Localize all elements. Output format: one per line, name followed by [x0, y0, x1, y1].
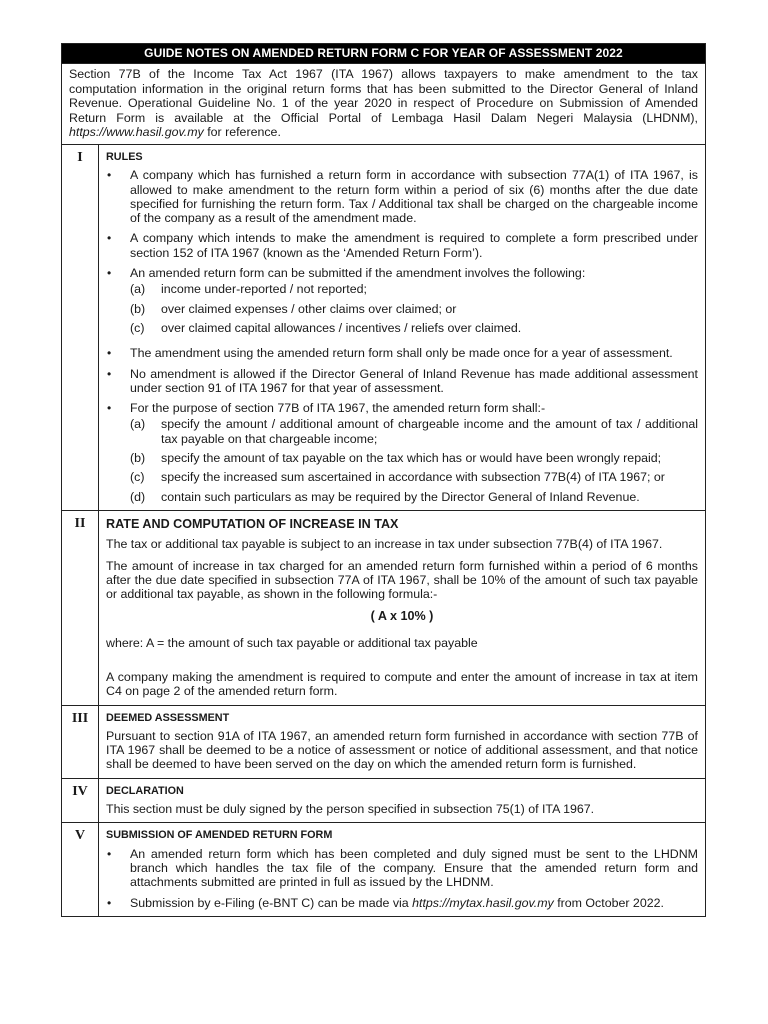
sub-label: (c): [130, 470, 145, 485]
bullet-icon: •: [107, 366, 112, 381]
section-heading: DEEMED ASSESSMENT: [106, 711, 230, 724]
sub-label: (d): [130, 489, 146, 504]
list-item: [106, 367, 698, 396]
sub-list: [130, 282, 698, 335]
formula: ( A x 10% ): [370, 609, 434, 624]
paragraph: This section must be duly signed by the person specified in subsection 75(1) of ITA 1967.: [106, 802, 595, 817]
section-numeral: III: [62, 706, 99, 778]
bullet-text: A company which intends to make the amendment is required to complete a form prescribed under section 152 of ITA 1967 (known as the ‘Amended Return Form’).: [130, 231, 698, 260]
paragraph: A company making the amendment is required to compute and enter the amount of increase in tax at item C4 on page 2 of the amended return form.: [106, 669, 698, 699]
mytax-link[interactable]: https://mytax.hasil.gov.my: [412, 895, 554, 910]
bullet-icon: •: [107, 231, 112, 246]
bullet-text: The amendment using the amended return form shall only be made once for a year of assessment.: [130, 346, 673, 361]
bullet-icon: •: [107, 346, 112, 361]
list-item: [106, 346, 698, 360]
bullet-content: [130, 401, 698, 504]
sub-text: specify the amount of tax payable on the tax which has or would have been wrongly repaid;: [161, 451, 662, 466]
sub-item: [130, 451, 698, 465]
sub-text: specify the amount / additional amount of chargeable income and the amount of tax / additional tax payable on that chargeable income;: [161, 417, 698, 446]
guide-notes-document: [61, 43, 706, 917]
section-body: [99, 145, 705, 510]
sub-label: (c): [130, 320, 145, 335]
section-body: [99, 823, 705, 915]
lhdnm-portal-link[interactable]: https://www.hasil.gov.my: [69, 125, 204, 140]
sub-label: (a): [130, 282, 146, 297]
section-submission: [62, 823, 705, 915]
intro-line: [69, 125, 698, 140]
intro-line: computation information in the original return forms that has been submitted to the Director General of Inland: [69, 81, 698, 96]
sub-item: [130, 490, 698, 504]
section-declaration: [62, 779, 705, 824]
section-numeral: I: [62, 145, 99, 510]
bullet-text: No amendment is allowed if the Director General of Inland Revenue has made additional assessment under section 91 of ITA 1967 for that year of assessment.: [130, 366, 698, 395]
section-heading: RATE AND COMPUTATION OF INCREASE IN TAX: [106, 516, 399, 531]
section-heading: SUBMISSION OF AMENDED RETURN FORM: [106, 829, 333, 842]
paragraph: The tax or additional tax payable is subject to an increase in tax under subsection 77B(4) of ITA 1967.: [106, 537, 663, 552]
bullet-text: An amended return form which has been completed and duly signed must be sent to the LHDNM branch which handles the tax file of the company. Ensure that the amended return form and attachments submitted are printed in full as issued by the LHDNM.: [130, 846, 698, 890]
section-rules: [62, 145, 705, 511]
sub-text: specify the increased sum ascertained in accordance with subsection 77B(4) of ITA 1967; or: [161, 470, 665, 485]
section-body: [99, 779, 705, 823]
section-numeral: IV: [62, 779, 99, 823]
list-item: [106, 847, 698, 890]
sub-item: [130, 470, 698, 484]
intro-line: Return Form is available at the Official Portal of Lembaga Hasil Dalam Negeri Malaysia (LHDNM),: [69, 110, 698, 125]
section-rate-computation: [62, 511, 705, 706]
sub-item: [130, 417, 698, 446]
sub-text: income under-reported / not reported;: [161, 282, 367, 297]
sub-label: (b): [130, 451, 146, 466]
sub-text: contain such particulars as may be required by the Director General of Inland Revenue.: [161, 489, 640, 504]
sub-label: (a): [130, 417, 146, 432]
bullet-text: An amended return form can be submitted if the amendment involves the following:: [130, 266, 586, 281]
section-body: [99, 511, 705, 705]
list-item: [106, 266, 698, 340]
section-body: [99, 706, 705, 778]
section-heading: RULES: [106, 150, 143, 163]
intro-line: Revenue. Operational Guideline No. 1 of the year 2020 in respect of Procedure on Submission of Amended: [69, 96, 698, 111]
efiling-suffix: from October 2022.: [553, 895, 664, 910]
section-numeral: II: [62, 511, 99, 705]
sub-text: over claimed expenses / other claims over claimed; or: [161, 301, 457, 316]
intro-suffix: for reference.: [203, 125, 281, 140]
paragraph: Pursuant to section 91A of ITA 1967, an amended return form furnished in accordance with section 77B of ITA 1967 shall be deemed to be a notice of assessment or notice of additional assessment, and that notice shall be deemed to have been served on the day on which the amended return form is furnished.: [106, 728, 698, 772]
efiling-prefix: Submission by e-Filing (e-BNT C) can be made via: [130, 895, 413, 910]
bullet-content: [130, 266, 698, 340]
bullet-icon: •: [107, 266, 112, 281]
bullet-text: A company which has furnished a return form in accordance with subsection 77A(1) of ITA 1967, is allowed to make amendment to the return form within a period of six (6) months after the due date specified for furnishing the return form. Tax / Additional tax shall be charged on the chargeable income of the company as a result of the amendment made.: [130, 168, 698, 226]
sub-item: [130, 282, 698, 296]
paragraph: The amount of increase in tax charged for an amended return form furnished within a period of 6 months after the due date specified in subsection 77A of ITA 1967, shall be 10% of the amount of such tax payable or additional tax payable, as shown in the following formula:-: [106, 558, 698, 602]
list-item: [106, 401, 698, 504]
sub-text: over claimed capital allowances / incentives / reliefs over claimed.: [161, 320, 522, 335]
sub-item: [130, 302, 698, 316]
bullet-icon: •: [107, 846, 112, 861]
bullet-icon: •: [107, 168, 112, 183]
section-deemed-assessment: [62, 706, 705, 779]
document-title: GUIDE NOTES ON AMENDED RETURN FORM C FOR YEAR OF ASSESSMENT 2022: [62, 44, 705, 63]
sub-item: [130, 321, 698, 335]
list-item: [106, 231, 698, 260]
formula-definition: where: A = the amount of such tax payable or additional tax payable: [106, 635, 478, 650]
bullet-icon: •: [107, 895, 112, 910]
bullet-icon: •: [107, 401, 112, 416]
intro-line: Section 77B of the Income Tax Act 1967 (ITA 1967) allows taxpayers to make amendment to the tax: [69, 67, 698, 81]
list-item: [106, 896, 698, 910]
section-numeral: V: [62, 823, 99, 915]
list-item: [106, 168, 698, 225]
bullet-text: For the purpose of section 77B of ITA 1967, the amended return form shall:-: [130, 401, 546, 416]
sub-label: (b): [130, 301, 146, 316]
intro-paragraph: [62, 63, 705, 145]
sub-list: [130, 417, 698, 503]
section-heading: DECLARATION: [106, 784, 184, 797]
bullet-text: [130, 896, 698, 910]
